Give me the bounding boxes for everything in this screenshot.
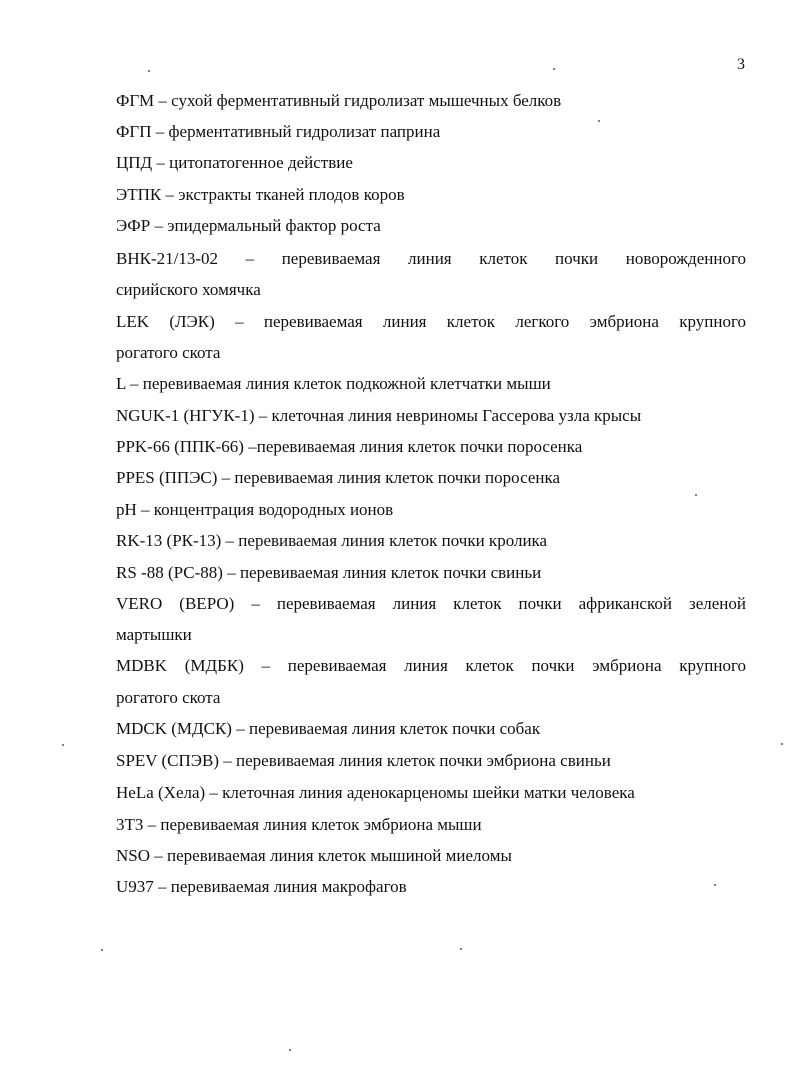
abbreviation-line: MDCK (МДСК) – перевиваемая линия клеток почки собак: [116, 719, 541, 738]
abbreviation-line: LEK (ЛЭК) – перевиваемая линия клеток легкого эмбриона крупного: [116, 312, 746, 331]
abbreviation-line: 3Т3 – перевиваемая линия клеток эмбриона мыши: [116, 815, 482, 834]
abbreviation-line: PPES (ППЭС) – перевиваемая линия клеток почки поросенка: [116, 468, 561, 487]
abbreviation-line-continued: рогатого скота: [116, 688, 221, 707]
abbreviation-line-continued: мартышки: [116, 625, 192, 644]
abbreviation-line: ЦПД – цитопатогенное действие: [116, 153, 353, 172]
scan-speck: [101, 949, 103, 951]
abbreviation-line: ФГП – ферментативный гидролизат паприна: [116, 122, 441, 141]
abbreviation-line: VERO (ВЕРО) – перевиваемая линия клеток почки африканской зеленой: [116, 594, 746, 613]
scan-speck: [460, 948, 462, 950]
scan-speck: [148, 70, 150, 72]
abbreviation-line-continued: сирийского хомячка: [116, 280, 261, 299]
scan-speck: [598, 120, 600, 122]
abbreviation-line: ФГМ – сухой ферментативный гидролизат мышечных белков: [116, 91, 562, 110]
abbreviation-line: NGUK-1 (НГУК-1) – клеточная линия невриномы Гассерова узла крысы: [116, 406, 642, 425]
abbreviation-line: MDBK (МДБК) – перевиваемая линия клеток почки эмбриона крупного: [116, 656, 746, 675]
scan-speck: [553, 68, 555, 70]
abbreviation-line: PPK-66 (ППК-66) –перевиваемая линия клеток почки поросенка: [116, 437, 583, 456]
abbreviation-line: RK-13 (РК-13) – перевиваемая линия клеток почки кролика: [116, 531, 548, 550]
scan-speck: [714, 884, 716, 886]
scan-speck: [289, 1049, 291, 1051]
abbreviation-line: ЭТПК – экстракты тканей плодов коров: [116, 185, 405, 204]
scan-speck: [62, 744, 64, 746]
abbreviation-line: ЭФР – эпидермальный фактор роста: [116, 216, 381, 235]
abbreviation-line: RS -88 (РС-88) – перевиваемая линия клеток почки свиньи: [116, 563, 542, 582]
abbreviation-line: SPEV (СПЭВ) – перевиваемая линия клеток почки эмбриона свиньи: [116, 751, 611, 770]
scan-speck: [781, 743, 783, 745]
abbreviation-line: NSO – перевиваемая линия клеток мышиной миеломы: [116, 846, 512, 865]
abbreviation-line: pH – концентрация водородных ионов: [116, 500, 394, 519]
page-number: 3: [737, 56, 745, 73]
abbreviation-line: ВНК-21/13-02 – перевиваемая линия клеток почки новорожденного: [116, 249, 746, 268]
scan-speck: [695, 494, 697, 496]
abbreviation-line: L – перевиваемая линия клеток подкожной клетчатки мыши: [116, 374, 551, 393]
abbreviation-line: HeLa (Хела) – клеточная линия аденокарценомы шейки матки человека: [116, 783, 635, 802]
abbreviation-line: U937 – перевиваемая линия макрофагов: [116, 877, 407, 896]
abbreviation-line-continued: рогатого скота: [116, 343, 221, 362]
